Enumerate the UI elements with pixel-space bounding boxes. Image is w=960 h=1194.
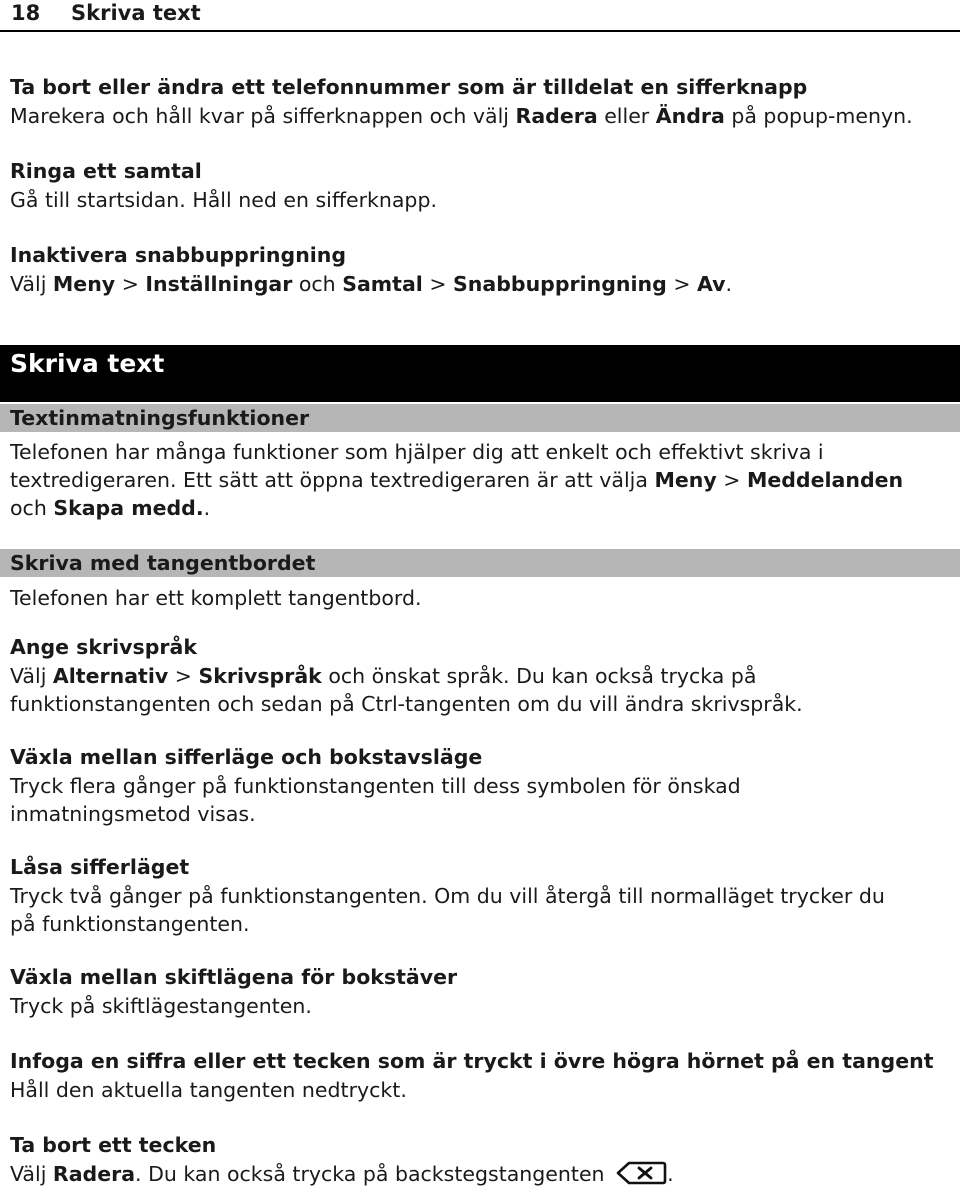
topic-insert-character: Infoga en siffra eller ett tecken som är tryckt i övre högra hörnet på en tangent Håll den aktuella tangenten nedtryckt. (10, 1046, 955, 1104)
page-header (0, 0, 960, 32)
topic-delete-character: Ta bort ett tecken Välj Radera. Du kan också trycka på backstegstangenten . (10, 1130, 955, 1188)
backspace-icon (615, 1161, 667, 1185)
topic-disable-speed-dial (10, 240, 955, 298)
subsection-bar-text-input (0, 404, 960, 432)
topic-heading: Ange skrivspråk (10, 635, 197, 659)
topic-text: Välj Meny > Inställningar och Samtal > Snabbuppringning > Av. (10, 272, 733, 296)
topic-heading: Infoga en siffra eller ett tecken som är tryckt i övre högra hörnet på en tangent (10, 1049, 934, 1073)
keyboard-paragraph: Telefonen har ett komplett tangentbord. (10, 586, 422, 610)
topic-text: Marekera och håll kvar på sifferknappen och välj Radera eller Ändra på popup-menyn. (10, 104, 913, 128)
text-input-paragraph: Telefonen har många funktioner som hjälper dig att enkelt och effektivt skriva i textredigeraren. Ett sätt att öppna textredigeraren är att välja Meny > Meddelanden och Skapa medd.. (10, 440, 904, 520)
topic-text: Gå till startsidan. Håll ned en sifferknapp. (10, 188, 437, 212)
subsection-title: Textinmatningsfunktioner (10, 406, 310, 430)
topic-lock-number-mode: Låsa sifferläget Tryck två gånger på funktionstangenten. Om du vill återgå till normalläget trycker du på funktionstangenten. (10, 852, 955, 938)
topic-number-letter-mode: Växla mellan sifferläge och bokstavsläge Tryck flera gånger på funktionstangenten till dess symbolen för önskad inmatningsmetod visas. (10, 742, 955, 828)
topic-heading: Inaktivera snabbuppringning (10, 243, 347, 267)
topic-case-switch: Växla mellan skiftlägena för bokstäver Tryck på skiftlägestangenten. (10, 962, 955, 1020)
page-number: 18 (11, 1, 41, 25)
topic-heading: Ta bort eller ändra ett telefonnummer som är tilldelat en sifferknapp (10, 75, 808, 99)
topic-heading: Ringa ett samtal (10, 159, 202, 183)
topic-heading: Växla mellan skiftlägena för bokstäver (10, 965, 458, 989)
topic-writing-language: Ange skrivspråk Välj Alternativ > Skrivspråk och önskat språk. Du kan också trycka på funktionstangenten och sedan på Ctrl-tangenten om du vill ändra skrivspråk. (10, 632, 955, 718)
subsection-bar-keyboard (0, 549, 960, 577)
subsection-title: Skriva med tangentbordet (10, 551, 316, 575)
topic-heading: Låsa sifferläget (10, 855, 190, 879)
topic-heading: Ta bort ett tecken (10, 1133, 217, 1157)
section-title: Skriva text (10, 349, 165, 378)
topic-delete-number (10, 72, 955, 130)
running-title: Skriva text (71, 1, 201, 25)
topic-make-call (10, 156, 955, 214)
topic-heading: Växla mellan sifferläge och bokstavsläge (10, 745, 483, 769)
section-title-bar (0, 345, 960, 402)
